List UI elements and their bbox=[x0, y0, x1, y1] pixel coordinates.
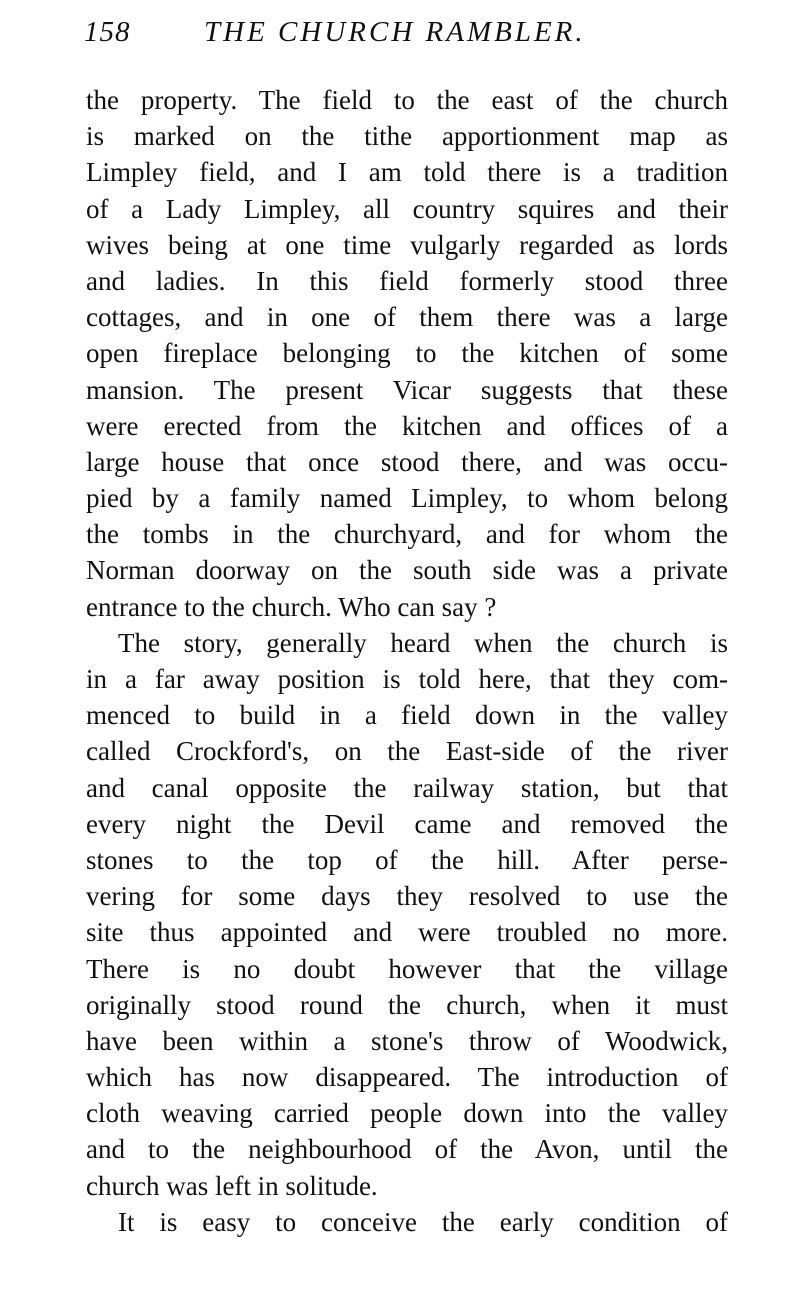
text-line: entrance to the church. Who can say ? bbox=[86, 591, 497, 622]
text-line: cottages, and in one of them there was a large bbox=[86, 302, 728, 333]
text-line: which has now disappeared. The introduction of bbox=[86, 1062, 728, 1093]
text-line: the tombs in the churchyard, and for whom the bbox=[86, 519, 728, 550]
text-line: have been within a stone's throw of Woodwick, bbox=[86, 1025, 728, 1056]
text-line: and to the neighbourhood of the Avon, until the bbox=[86, 1134, 728, 1165]
text-line: of a Lady Limpley, all country squires and their bbox=[86, 193, 728, 224]
text-line: cloth weaving carried people down into the valley bbox=[86, 1098, 728, 1129]
text-line: It is easy to conceive the early condition of bbox=[118, 1206, 728, 1237]
text-line: stones to the top of the hill. After perse- bbox=[86, 844, 728, 875]
text-line: in a far away position is told here, that they com- bbox=[86, 664, 728, 694]
text-line: mansion. The present Vicar suggests that these bbox=[86, 374, 728, 405]
book-title: THE CHURCH RAMBLER. bbox=[204, 16, 586, 48]
running-head bbox=[84, 16, 734, 56]
text-line: and ladies. In this field formerly stood three bbox=[86, 265, 728, 296]
text-line: originally stood round the church, when it must bbox=[86, 989, 728, 1020]
text-line: There is no doubt however that the village bbox=[86, 953, 728, 984]
text-line: menced to build in a field down in the valley bbox=[86, 700, 728, 731]
paragraph-3 bbox=[86, 1204, 728, 1240]
text-line: large house that once stood there, and was occu- bbox=[86, 446, 728, 477]
text-line: were erected from the kitchen and offices of a bbox=[86, 410, 728, 441]
text-line: is marked on the tithe apportionment map as bbox=[86, 121, 728, 152]
text-line: church was left in solitude. bbox=[86, 1170, 378, 1201]
page-number: 158 bbox=[84, 16, 131, 48]
text-line: open fireplace belonging to the kitchen of some bbox=[86, 338, 728, 369]
text-line: and canal opposite the railway station, but that bbox=[86, 772, 728, 803]
text-line: The story, generally heard when the church is bbox=[118, 627, 728, 658]
text-line: vering for some days they resolved to use the bbox=[86, 881, 728, 912]
text-line: called Crockford's, on the East-side of the river bbox=[86, 736, 728, 767]
text-line: site thus appointed and were troubled no more. bbox=[86, 917, 728, 948]
text-line: Limpley field, and I am told there is a tradition bbox=[86, 157, 728, 188]
text-line: wives being at one time vulgarly regarded as lords bbox=[86, 229, 728, 260]
text-line: the property. The field to the east of the church bbox=[86, 85, 728, 115]
text-line: Norman doorway on the south side was a private bbox=[86, 555, 728, 586]
text-line: pied by a family named Limpley, to whom belong bbox=[86, 483, 728, 514]
body-text bbox=[86, 82, 728, 1240]
text-line: every night the Devil came and removed the bbox=[86, 808, 728, 839]
paragraph-2 bbox=[86, 625, 728, 1204]
paragraph-1 bbox=[86, 82, 728, 625]
